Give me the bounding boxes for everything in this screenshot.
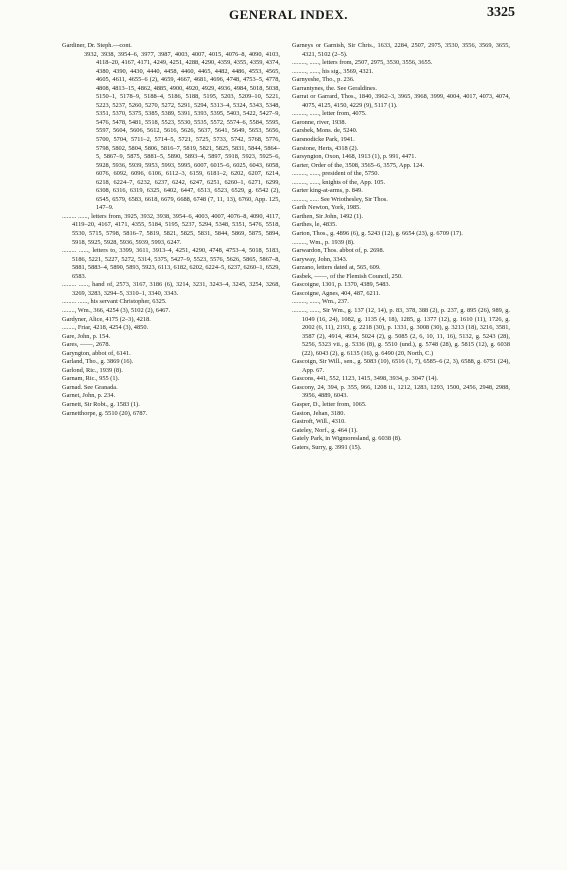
- index-entry: ........., ......, letter from, 4075.: [292, 110, 367, 118]
- index-entry: Garter, Order of the, 3508, 3565–6, 3575, App. 124.: [292, 161, 425, 169]
- index-entry: Garter king-at-arms, p. 849.: [292, 187, 363, 195]
- index-entry: Garnett, Sir Robt., g. 1583 (1).: [62, 400, 140, 408]
- index-entry: ........., Wm., p. 1939 (8).: [292, 238, 355, 246]
- index-entry: Garnyeshe, Tho., p. 236.: [292, 76, 355, 84]
- index-entry: Gascoigne, 1301, p. 1370, 4389, 5483.: [292, 281, 391, 289]
- index-entry: Garnet, John, p. 234.: [62, 392, 116, 400]
- index-entry: Garyway, John, 3343.: [292, 255, 348, 263]
- index-entry: ........., ......, Wm., 237.: [292, 298, 349, 306]
- index-entry: Gascony, 24, 394, p. 355, 966, 1208 ii., 1212, 1283, 1293, 1500, 2456, 2948, 2988, 3956, 4889, 6043.: [292, 383, 510, 400]
- index-entry: Gardyner, Alice, 4175 (2–3), 4218.: [62, 315, 151, 323]
- index-entry: Gaters, Surry, g. 3991 (15).: [292, 443, 362, 451]
- index-entry: Garnam, Ric., 955 (1).: [62, 375, 120, 383]
- index-entry: Garneys or Garnish, Sir Chris., 1633, 2284, 2507, 2975, 3530, 3556, 3569, 3655, 4321, 5102 (2–5).: [292, 42, 510, 58]
- index-entry: ........, Wm., 366, 4254 (3), 5102 (2), 6467.: [62, 306, 171, 314]
- index-entry: Garonne, river, 1938.: [292, 118, 347, 126]
- index-entry: Garsnodicke Park, 1941.: [292, 136, 355, 144]
- index-entry: ........., ...... See Wriothesley, Sir Thos.: [292, 195, 388, 203]
- index-entry: ........, Friar, 4218, 4254 (3), 4850.: [62, 324, 149, 332]
- index-entry: Gascoigne, Agnes, 404, 487, 6211.: [292, 289, 381, 297]
- page-number: 3325: [487, 5, 515, 20]
- index-entry: Garzano, letters dated at, 565, 609.: [292, 264, 381, 272]
- index-entry: Garnad. See Granada.: [62, 383, 118, 391]
- index-entry: Gares, ——, 2678.: [62, 341, 111, 349]
- index-entry: Garthen, Sir John, 1492 (1).: [292, 212, 364, 220]
- index-entry: Garrantynes, the. See Geraldines.: [292, 84, 377, 92]
- index-entry: Gately Park, in Wigmoresland, g. 6038 (8).: [292, 435, 402, 443]
- index-entry: ......... ......, his servant Christopher, 6325.: [62, 298, 167, 306]
- index-entry: Garwardon, Thos. abbot of, p. 2698.: [292, 247, 385, 255]
- page-header: [62, 4, 515, 28]
- index-entry: Garyngton, abbot of, 6141.: [62, 349, 131, 357]
- index-entry: Gateley, Norf., g. 464 (1).: [292, 426, 358, 434]
- index-entry: Gascoign, Sir Will., sen., g. 5083 (10), 6516 (1, 7), 6585–6 (2, 3), 6588, g. 6751 (24), App. 67.: [292, 358, 510, 374]
- index-entry: Garstone, Herts, 4318 (2).: [292, 144, 359, 152]
- index-entry: ........., ......, president of the, 5750.: [292, 170, 380, 178]
- index-entry: ......... ......, hand of, 2573, 3167, 3186 (6), 3214, 3231, 3243–4, 3245, 3254, 3268, 3269, 3283, 3294–5, 3310–1, 3340, 3343.: [62, 281, 280, 297]
- right-column: [292, 42, 510, 452]
- index-entry: ......... ......, letters from, 3925, 3932, 3938, 3954–6, 4003, 4007, 4076–8, 4090, 4117, 4119–20, 4167, 4171, 4355, 5184, 5195, 5237, 5294, 5348, 5351, 5476, 5518, 5530, 5715, 5798, 5816–7, 5819, 5821, 5825, 5831, 5844, 5869, 5875, 5894, 5918, 5925, 5928, 5936, 5939, 5993, 6247.: [62, 212, 280, 246]
- index-entry: Garrat or Garrard, Thos., 1840, 3962–3, 3965, 3968, 3999, 4004, 4017, 4073, 4074, 4075, 4125, 4150, 4229 (9), 5117 (1).: [292, 93, 510, 109]
- index-entry: Gare, John, p. 154.: [62, 332, 111, 340]
- index-entry: Gardiner, Dr. Steph.—cont.: [62, 42, 132, 49]
- index-entry: Garton, Thos., g. 4896 (6), g. 5243 (12), g. 6654 (23), g. 6709 (17).: [292, 230, 463, 238]
- index-entry: Garlond, Ric., 1939 (8).: [62, 366, 123, 374]
- index-entry: Garnetthorpe, g. 5510 (20), 6787.: [62, 409, 148, 417]
- index-entry: ........., ......, letters from, 2507, 2975, 3530, 3556, 3655.: [292, 59, 433, 67]
- index-entry: Garsbek, Mons. de, 5240.: [292, 127, 358, 135]
- left-column: [62, 42, 280, 418]
- index-entry: ........., ......, knights of the, App. 105.: [292, 178, 386, 186]
- index-entry: Garland, Tho., g. 3869 (16).: [62, 358, 134, 366]
- index-entry: Garsyngton, Oxon, 1468, 1913 (1), p. 991, 4471.: [292, 153, 417, 161]
- index-entry: Gaston, Jehan, 3180.: [292, 409, 346, 417]
- index-entry: Gasper, D., letter from, 1065.: [292, 400, 367, 408]
- index-entry: Gastroft, Will., 4310.: [292, 418, 346, 426]
- index-entry: ........., ......, Sir Wm., g. 137 (12, 14), p. 83, 378, 388 (2), p. 237, g. 895 (26), 989, g. 1049 (16, 24), 1082, g. 1135 (4, 18), 1285, g. 1377 (12), g. 1610 (11), 1726, g. 2002 (6, 11), 2193, g. 2218 (30), p. 1331, g. 3008 (30), g. 3213 (18), 3216, 3581, 3587 (2), 4914, 4934, 5024 (2), g. 5085 (2, 6, 10, 11, 16), 5132, g. 5243 (28), 5256, 5323 vii., g. 5336 (8), g. 5510 (und.), g. 5748 (28), g. 5815 (12), g. 6038 (22), 6043 (2), g. 6135 (16), g. 6490 (20, North, C.): [292, 306, 510, 357]
- index-entry: Gascons, 441, 552, 1123, 1415, 3498, 3934, p. 3047 (14).: [292, 375, 439, 383]
- index-entry: Garth Newton, York, 1985.: [292, 204, 361, 212]
- index-entry: ........., ......, his sig., 3569, 4321.: [292, 67, 374, 75]
- index-entry: 3932, 3938, 3954–6, 3977, 3987, 4003, 4007, 4015, 4076–8, 4090, 4103, 4118–20, 4167, 4171, 4249, 4251, 4288, 4290, 4359, 4355, 4359, 4374, 4380, 4390, 4430, 4440, 4458, 4460, 4465, 4482, 4486, 4553, 4565, 4605, 4611, 4655–6 (2), 4659, 4667, 4681, 4696, 4748, 4753–5, 4778, 4808, 4813–15, 4862, 4885, 4900, 4920, 4929, 4936, 4984, 5018, 5038, 5150–1, 5178–9, 5188–4, 5186, 5188, 5195, 5203, 5209–10, 5221, 5223, 5237, 5260, 5270, 5272, 5291, 5294, 5313–4, 5324, 5343, 5348, 5351, 5370, 5375, 5385, 5389, 5391, 5393, 5395, 5403, 5422, 5427–9, 5476, 5478, 5481, 5518, 5523, 5530, 5535, 5572, 5574–6, 5584, 5595, 5597, 5604, 5606, 5612, 5616, 5626, 5637, 5641, 5649, 5653, 5656, 5700, 5704, 5711–2, 5714–5, 5721, 5725, 5733, 5742, 5768, 5776, 5798, 5802, 5804, 5806, 5816–7, 5819, 5821, 5825, 5831, 5844, 5864–5, 5867–9, 5875, 5881–5, 5890, 5893–4, 5897, 5918, 5923, 5925–6, 5928, 5936, 5939, 5953, 5993, 5995, 6007, 6015–6, 6025, 6043, 6058, 6076, 6092, 6096, 6106, 6112–3, 6159, 6181–2, 6202, 6207, 6214, 6218, 6224–7, 6232, 6237, 6242, 6247, 6251, 6260–1, 6271, 6299, 6308, 6316, 6319, 6325, 6402, 6447, 6513, 6523, 6529, g. 6542 (2), 6545, 6579, 6583, 6618, 6679, 6688, 6748 (7, 11, 13), 6760, App. 125, 147–9.: [84, 50, 280, 212]
- index-entry: ......... ......, letters to, 3399, 3611, 3913–4, 4251, 4290, 4748, 4753–4, 5018, 5183, 5186, 5221, 5227, 5272, 5314, 5375, 5427–9, 5523, 5576, 5626, 5865, 5867–8, 5881, 5883–4, 5890, 5893, 5923, 6113, 6182, 6202, 6224–5, 6237, 6260–1, 6529, 6583.: [62, 247, 280, 280]
- index-entry: Garthes, le, 4835.: [292, 221, 337, 229]
- running-title: GENERAL INDEX.: [229, 7, 348, 22]
- index-entry: Gasbek, ——, of the Flemish Council, 250.: [292, 272, 403, 280]
